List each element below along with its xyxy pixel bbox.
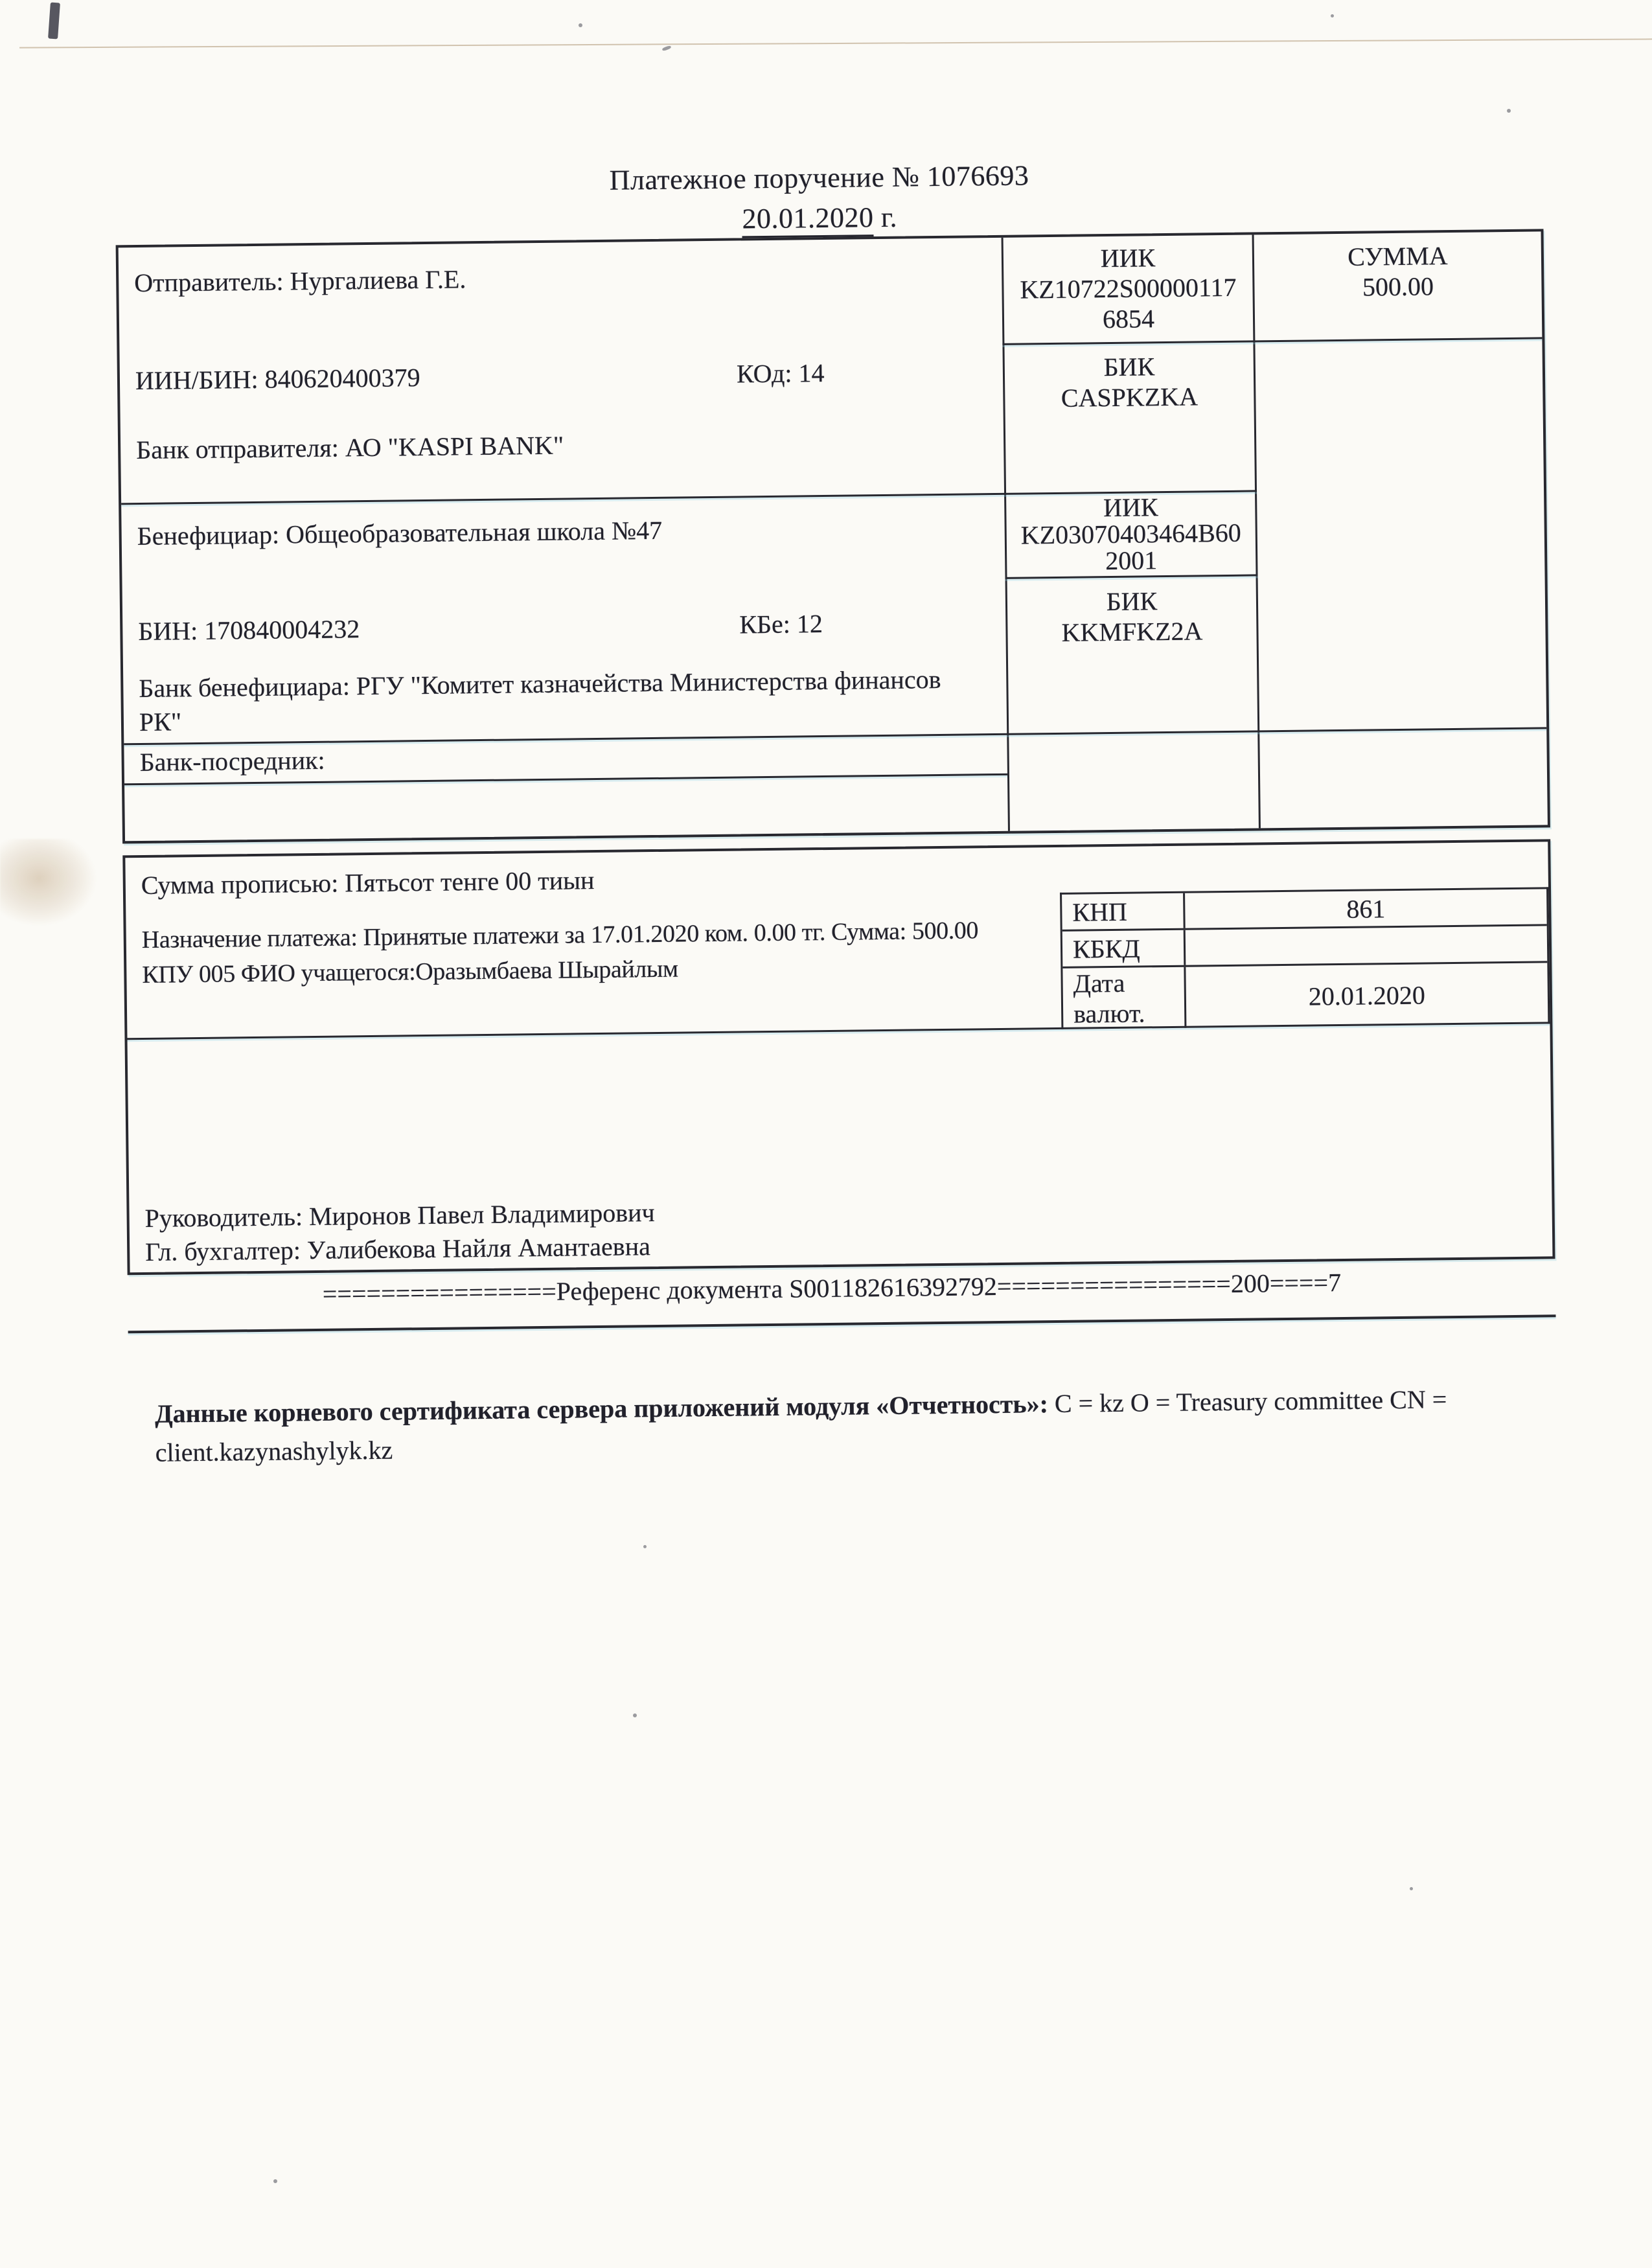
sum-cell bbox=[1254, 239, 1542, 303]
beneficiary-iik-value-1: KZ03070403464B60 bbox=[1020, 518, 1242, 550]
date-suffix: г. bbox=[873, 201, 898, 234]
sender-iik-value-1: KZ10722S00000117 bbox=[1020, 272, 1237, 304]
beneficiary-name: Бенефициар: Общеобразовательная школа №47 bbox=[137, 515, 663, 551]
sender-bank: Банк отправителя: АО "KASPI BANK" bbox=[135, 430, 564, 465]
sender-iik-label: ИИК bbox=[1100, 243, 1156, 273]
beneficiary-bik-value: KKMFKZ2A bbox=[1061, 616, 1203, 647]
sender-bik-cell bbox=[1005, 350, 1254, 413]
sender-bik-label: БИК bbox=[1103, 352, 1155, 382]
purpose-line1: Назначение платежа: Принятые платежи за 17.01.2020 ком. 0.00 тг. Сумма: 500.00 bbox=[141, 917, 979, 954]
value-date-label: Дата валют. bbox=[1062, 967, 1186, 1029]
beneficiary-kbe: КБе: 12 bbox=[739, 609, 823, 639]
value-date-value: 20.01.2020 bbox=[1308, 980, 1426, 1011]
certificate-line1 bbox=[155, 1384, 1447, 1429]
kbkd-label: КБКД bbox=[1062, 930, 1186, 967]
certificate-label: Данные корневого сертификата сервера приложений модуля «Отчетность»: bbox=[154, 1389, 1049, 1428]
beneficiary-bank-line1: Банк бенефициара: РГУ "Комитет казначейства Министерства финансов bbox=[139, 664, 941, 704]
sum-label: СУММА bbox=[1347, 241, 1448, 271]
beneficiary-iik-label: ИИК bbox=[1103, 492, 1158, 523]
beneficiary-bank-line2: РК" bbox=[139, 707, 182, 737]
knp-label: КНП bbox=[1062, 893, 1186, 930]
document-reference: ================Референс документа S001182616392792================200====7 bbox=[322, 1268, 1342, 1309]
page-title: Платежное поручение № 1076693 bbox=[609, 159, 1029, 196]
sender-code: КОд: 14 bbox=[736, 358, 825, 389]
sender-iik-cell bbox=[1004, 241, 1254, 335]
parties-table bbox=[116, 229, 1550, 843]
sender-iik-value-2: 6854 bbox=[1102, 304, 1155, 334]
sum-value: 500.00 bbox=[1362, 271, 1434, 302]
codes-table bbox=[1060, 887, 1550, 1029]
beneficiary-bik-label: БИК bbox=[1106, 586, 1158, 617]
table-hline-iik-sum bbox=[1002, 337, 1542, 345]
certificate-line2: client.kazynashylyk.kz bbox=[155, 1435, 393, 1467]
sender-bik-value: CASPKZKA bbox=[1061, 382, 1199, 413]
intermediary-bank-label: Банк-посредник: bbox=[139, 745, 325, 777]
beneficiary-iik-cell bbox=[1006, 492, 1256, 575]
sum-in-words: Сумма прописью: Пятьсот тенге 00 тиын bbox=[141, 865, 595, 900]
table-hline-intermediary-top bbox=[124, 727, 1546, 745]
codes-row-kbkd bbox=[1062, 926, 1548, 968]
sender-name: Отправитель: Нургалиева Г.Е. bbox=[134, 264, 466, 298]
codes-row-value-date bbox=[1062, 963, 1548, 1029]
sender-iin: ИИН/БИН: 840620400379 bbox=[135, 363, 420, 396]
codes-row-knp bbox=[1062, 889, 1547, 931]
beneficiary-bik-cell bbox=[1007, 584, 1257, 648]
signature-accountant: Гл. бухгалтер: Уалибекова Найля Амантаевна bbox=[144, 1231, 651, 1266]
payment-details-table bbox=[122, 839, 1555, 1275]
beneficiary-iik-value-2: 2001 bbox=[1105, 545, 1158, 576]
purpose-line2: КПУ 005 ФИО учащегося:Оразымбаева Шырайлым bbox=[142, 955, 678, 989]
certificate-values: C = kz O = Treasury committee CN = bbox=[1048, 1384, 1447, 1419]
beneficiary-bin: БИН: 170840004232 bbox=[138, 614, 360, 647]
signature-head: Руководитель: Миронов Павел Владимирович bbox=[144, 1198, 655, 1233]
document-date: 20.01.2020 bbox=[742, 201, 874, 238]
bottom-rule bbox=[128, 1314, 1556, 1333]
kbkd-value bbox=[1186, 926, 1548, 965]
knp-value: 861 bbox=[1346, 893, 1386, 924]
